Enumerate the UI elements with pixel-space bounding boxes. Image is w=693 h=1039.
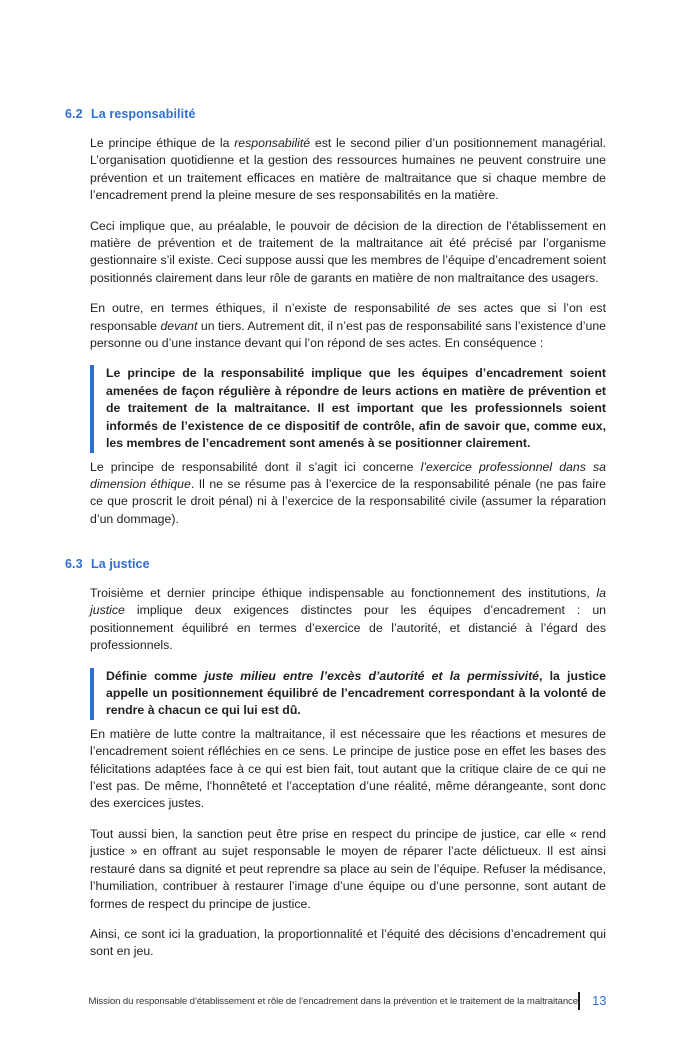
paragraph: Le principe éthique de la responsabilité est le second pilier d’un positionnement managérial. L’organisation quotidienne et la gestion des ressources humaines ne peuvent construire une prévention et un traitement efficaces en matière de maltraitance que si chaque membre de l’encadrement prend la pleine mesure de ses responsabilités en la matière. (90, 136, 606, 203)
page-number: 13 (592, 993, 607, 1008)
callout-text: Définie comme juste milieu entre l’excès d’autorité et la permissivité, la justice appelle un positionnement équilibré de l’encadrement correspondant à la volonté de rendre à chacun ce qui lui est dû. (106, 668, 606, 718)
paragraph: Troisième et dernier principe éthique indispensable au fonctionnement des institutions, la justice implique deux exigences distinctes pour les équipes d’encadrement : un positionnement équilibré en termes d’exercice de l’autorité, et distancié à l’égard des professionnels. (90, 586, 606, 653)
paragraph: Ceci implique que, au préalable, le pouvoir de décision de la direction de l’établissement en matière de prévention et de traitement de la maltraitance ait été précisé par l’organisme gestionnaire s’il existe. Ceci suppose aussi que les membres de l’équipe d’encadrement soient positionnés clairement dans leur rôle de garants en matière de non maltraitance des usagers. (90, 218, 606, 285)
callout-box (90, 365, 606, 452)
paragraph: Le principe de responsabilité dont il s’agit ici concerne l’exercice professionnel dans sa dimension éthique. Il ne se résume pas à l’exercice de la responsabilité pénale (ne pas faire ce que proscrit le droit pénal) ni à l’exercice de la responsabilité civile (assumer la réparation d’un dommage). (90, 459, 606, 526)
section-number: 6.2 (65, 107, 83, 121)
callout-text: Le principe de la responsabilité implique que les équipes d’encadrement soient amenées de façon régulière à répondre de leurs actions en matière de prévention et de traitement de la maltraitance. Il est important que les professionnels soient informés de l’existence de ce dispositif de contrôle, afin de savoir que, comme eux, les membres de l’encadrement sont amenés à se positionner clairement. (106, 366, 606, 451)
paragraph: En outre, en termes éthiques, il n’existe de responsabilité de ses actes que si l’on est responsable devant un tiers. Autrement dit, il n’est pas de responsabilité sans l’existence d’une personne ou d’une instance devant qui l’on répond de ses actes. En conséquence : (90, 301, 606, 351)
page-footer (0, 992, 693, 1012)
section-body-6-3 (90, 585, 606, 974)
callout-box (90, 668, 606, 720)
paragraph: Ainsi, ce sont ici la graduation, la proportionnalité et l’équité des décisions d’encadrement qui sont en jeu. (90, 926, 606, 959)
section-body-6-2 (90, 135, 606, 541)
footer-divider (578, 992, 580, 1010)
section-heading-6-2 (65, 107, 196, 121)
paragraph: En matière de lutte contre la maltraitance, il est nécessaire que les réactions et mesures de l’encadrement soient réfléchies en ce sens. Le principe de justice pose en effet les bases des félicitations adaptées face à ce qui est bien fait, tout autant que la critique claire de ce qui ne l’est pas. De même, l’honnêteté et l’acceptation d’une réalité, même dérangeante, sont donc des exercices justes. (90, 726, 606, 811)
paragraph: Tout aussi bien, la sanction peut être prise en respect du principe de justice, car elle « rend justice » en offrant au sujet responsable le moyen de réparer l’acte délictueux. Il est ainsi restauré dans sa dignité et peut reprendre sa place au sein de l’équipe. Refuser la médisance, l’humiliation, contribuer à restaurer l’image d’une équipe ou d’une personne, sont autant de formes de respect du principe de justice. (90, 826, 606, 911)
section-heading-6-3 (65, 557, 150, 571)
section-number: 6.3 (65, 557, 83, 571)
section-title: La justice (91, 557, 150, 571)
footer-caption: Mission du responsable d’établissement et rôle de l’encadrement dans la prévention et le traitement de la maltraitance (88, 996, 578, 1007)
section-title: La responsabilité (91, 107, 196, 121)
